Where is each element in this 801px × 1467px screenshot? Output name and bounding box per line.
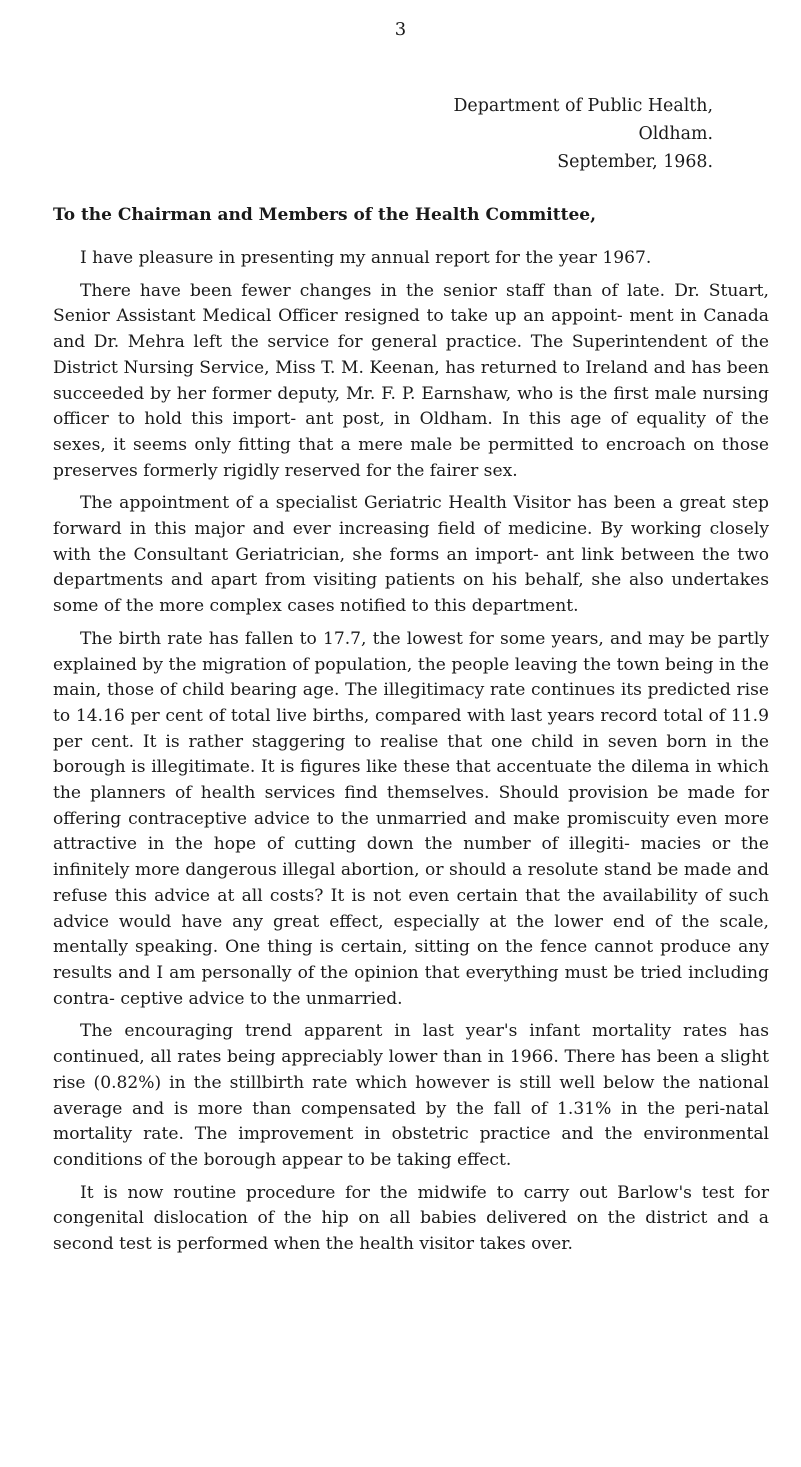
paragraph-barlows-test: It is now routine procedure for the midwife to carry out Barlow's test for congenital dislocation of the hip on all babies delivered on the district and a second test is performed when the health visitor takes over. xyxy=(53,1182,769,1255)
letter-body xyxy=(53,246,769,1265)
address-town: Oldham. xyxy=(638,124,713,144)
address-date: September, 1968. xyxy=(557,152,713,172)
sender-address xyxy=(453,92,713,176)
paragraph-birth-rate: The birth rate has fallen to 17.7, the lowest for some years, and may be partly explained by the migration of population, the people leaving the town being in the main, those of child bearing age. The illegitimacy rate continues its predicted rise to 14.16 per cent of total live births, compared with last years record total of 11.9 per cent. It is rather staggering to realise that one child in seven born in the borough is illegitimate. It is figures like these that accentuate the dilema in which the planners of health services find themselves. Should provision be made for offering contraceptive advice to the unmarried and make promiscuity even more attractive in the hope of cutting down the number of illegiti- macies or the infinitely more dangerous illegal abortion, or should a resolute stand be made and refuse this advice at all costs? It is not even certain that the availability of such advice would have any great effect, especially at the lower end of the scale, mentally speaking. One thing is certain, sitting on the fence cannot produce any results and I am personally of the opinion that everything must be tried including contra- ceptive advice to the unmarried. xyxy=(53,628,769,1009)
address-department: Department of Public Health, xyxy=(453,96,713,116)
paragraph-intro: I have pleasure in presenting my annual report for the year 1967. xyxy=(80,248,652,268)
paragraph-staff-changes: There have been fewer changes in the senior staff than of late. Dr. Stuart, Senior Assistant Medical Officer resigned to take up an appoint- ment in Canada and Dr. Mehra left the service for general practice. The Superintendent of the District Nursing Service, Miss T. M. Keenan, has returned to Ireland and has been succeeded by her former deputy, Mr. F. P. Earnshaw, who is the first male nursing officer to hold this import- ant post, in Oldham. In this age of equality of the sexes, it seems only fitting that a mere male be permitted to encroach on those preserves formerly rigidly reserved for the fairer sex. xyxy=(53,280,769,481)
paragraph-geriatric-visitor: The appointment of a specialist Geriatric Health Visitor has been a great step forward in this major and ever increasing field of medicine. By working closely with the Consultant Geriatrician, she forms an import- ant link between the two departments and apart from visiting patients on his behalf, she also undertakes some of the more complex cases notified to this department. xyxy=(53,493,769,617)
page-number: 3 xyxy=(394,19,407,40)
paragraph-infant-mortality: The encouraging trend apparent in last year's infant mortality rates has continued, all rates being appreciably lower than in 1966. There has been a slight rise (0.82%) in the stillbirth rate which however is still well below the national average and is more than compensated by the fall of 1.31% in the peri-natal mortality rate. The improvement in obstetric practice and the environmental conditions of the borough appear to be taking effect. xyxy=(53,1021,769,1170)
salutation: To the Chairman and Members of the Health Committee, xyxy=(53,205,597,225)
